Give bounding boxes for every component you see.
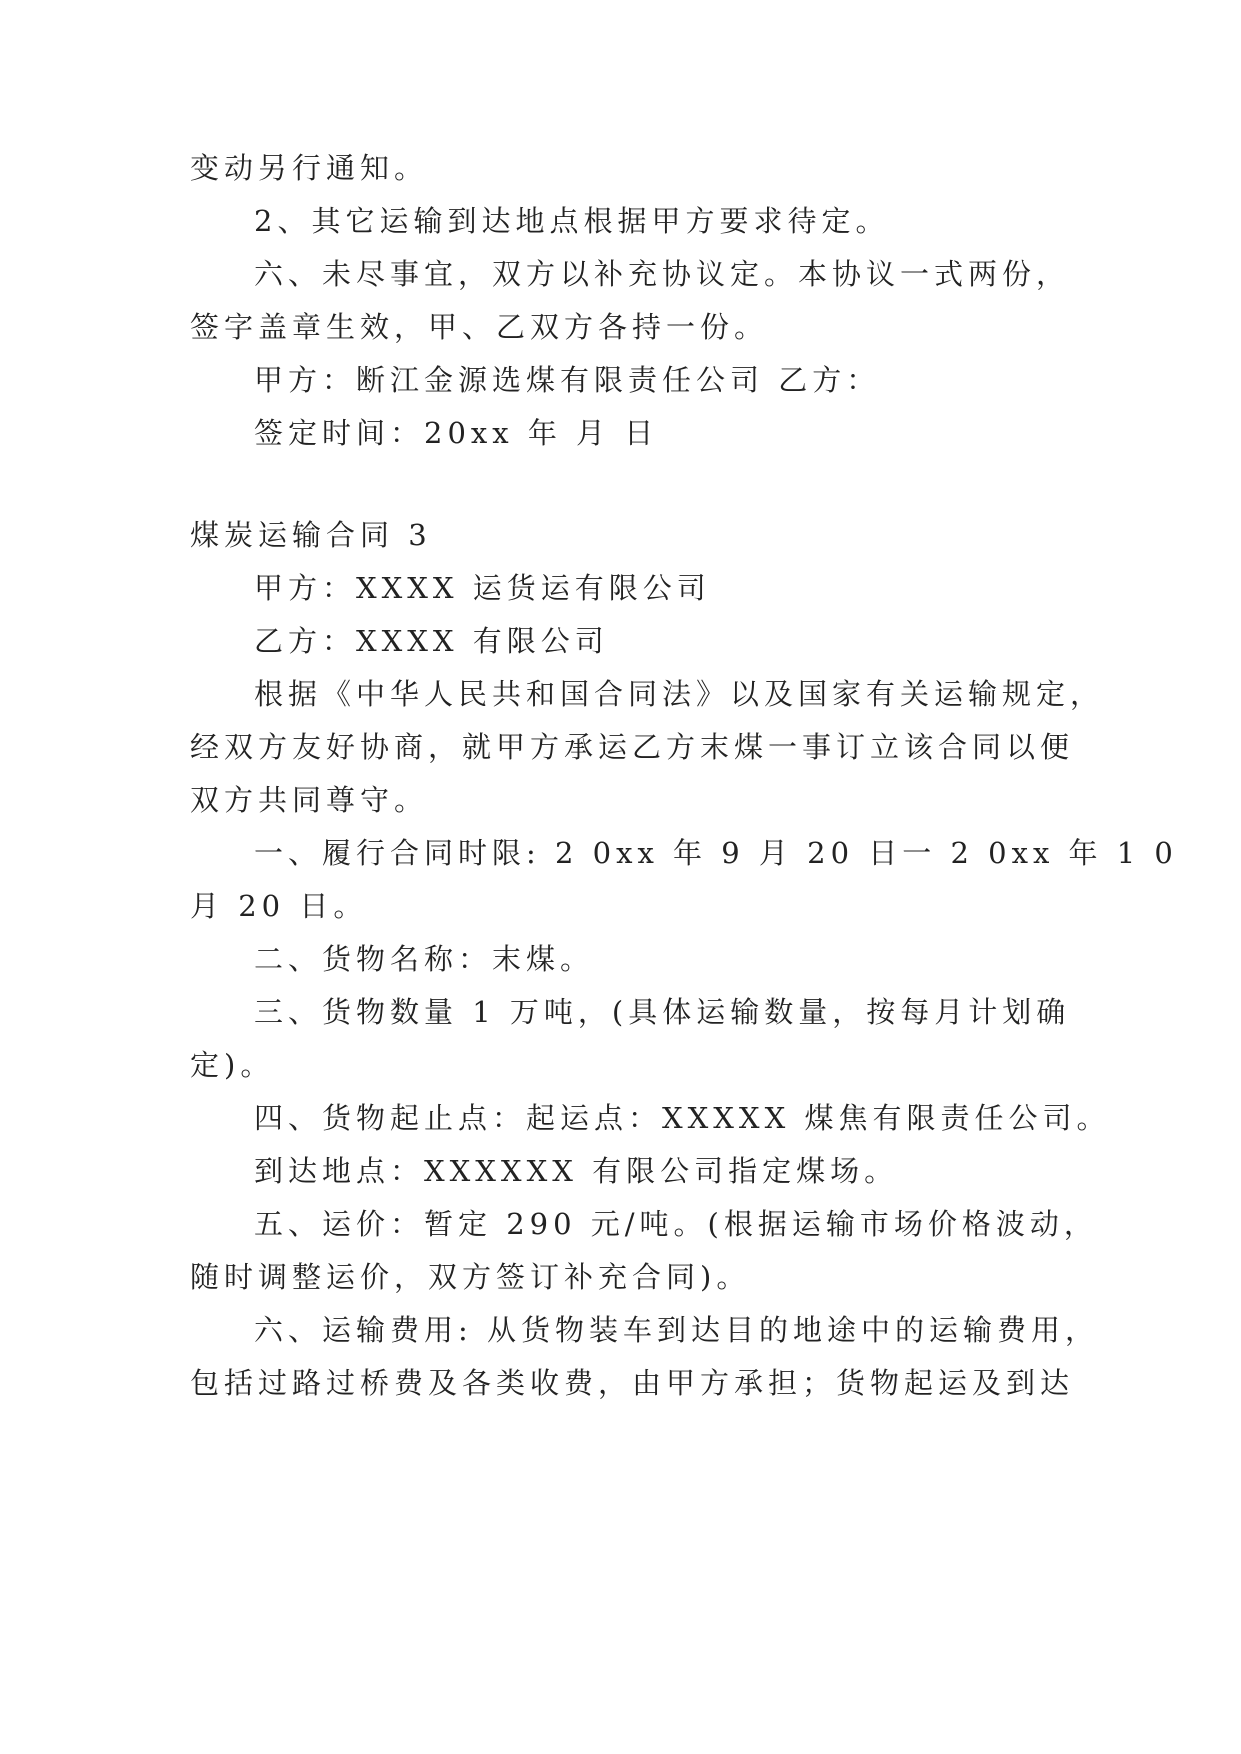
paragraph-line: 2、其它运输到达地点根据甲方要求待定。 (254, 204, 890, 238)
paragraph-line: 定)。 (190, 1048, 275, 1082)
paragraph-line: 五、运价：暂定 290 元/吨。(根据运输市场价格波动， (254, 1207, 1098, 1241)
paragraph-line: 变动另行通知。 (190, 151, 429, 185)
party-a-line: 甲方：XXXX 运货运有限公司 (254, 571, 711, 605)
paragraph-line: 三、货物数量 1 万吨，(具体运输数量，按每月计划确 (254, 995, 1071, 1029)
signing-date-line: 签定时间：20xx 年 月 日 (254, 416, 659, 450)
paragraph-line: 六、未尽事宜，双方以补充协议定。本协议一式两份， (254, 257, 1071, 291)
paragraph-line: 经双方友好协商，就甲方承运乙方末煤一事订立该合同以便 (190, 730, 1075, 764)
paragraph-line: 双方共同尊守。 (190, 783, 429, 817)
paragraph-line: 月 20 日。 (190, 889, 368, 923)
paragraph-line: 包括过路过桥费及各类收费，由甲方承担；货物起运及到达 (190, 1366, 1075, 1400)
paragraph-line: 四、货物起止点：起运点：XXXXX 煤焦有限责任公司。 (254, 1101, 1111, 1135)
paragraph-line: 一、履行合同时限: 2 0xx 年 9 月 20 日一 2 0xx 年 1 0 (254, 836, 1178, 870)
paragraph-line: 签字盖章生效，甲、乙双方各持一份。 (190, 310, 769, 344)
section-heading: 煤炭运输合同 3 (190, 518, 432, 552)
paragraph-line: 六、运输费用: 从货物装车到达目的地途中的运输费用， (254, 1313, 1099, 1347)
paragraph-line: 二、货物名称：末煤。 (254, 942, 595, 976)
paragraph-line: 随时调整运价，双方签订补充合同)。 (190, 1260, 751, 1294)
paragraph-line: 根据《中华人民共和国合同法》以及国家有关运输规定， (254, 677, 1105, 711)
paragraph-line: 到达地点：XXXXXX 有限公司指定煤场。 (254, 1154, 899, 1188)
signature-line: 甲方：断江金源选煤有限责任公司 乙方： (254, 363, 881, 397)
party-b-line: 乙方：XXXX 有限公司 (254, 624, 609, 658)
